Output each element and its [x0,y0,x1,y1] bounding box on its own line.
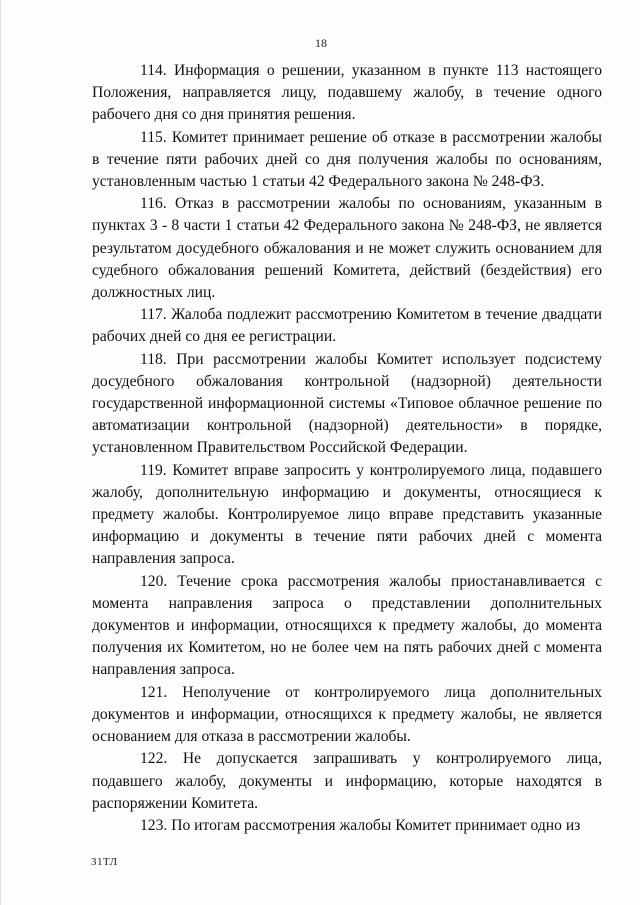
paragraph-number: 117. [140,306,167,324]
paragraph-123 [92,815,602,837]
paragraph-122 [92,748,602,815]
document-body [92,60,602,837]
paragraph-text: Комитет вправе запросить у контролируемого лица, подавшего жалобу, дополнительную информацию и документы, относящиеся к предмету жалобы. Контролируемое лицо вправе представить указанные информацию и документы в течение пяти рабочих дней с момента направления запроса. [92,461,603,568]
paragraph-number: 116. [140,195,167,213]
paragraph-text: Информация о решении, указанном в пункте 113 настоящего Положения, направляется лицу, подавшему жалобу, в течение одного рабочего дня со дня принятия решения. [92,62,602,124]
paragraph-116 [92,193,602,304]
paragraph-117 [92,304,602,348]
paragraph-number: 121. [140,683,168,701]
paragraph-number: 122. [140,750,168,768]
paragraph-text: Неполучение от контролируемого лица дополнительных документов и информации, относящихся к предмету жалобы, не является основанием для отказа в рассмотрении жалобы. [92,683,602,746]
page-number: 18 [315,36,327,50]
paragraph-number: 119. [140,461,167,479]
paragraph-115 [92,127,602,194]
footer-document-code: 31ТЛ [91,856,118,868]
paragraph-text: По итогам рассмотрения жалобы Комитет принимает одно из [171,816,581,834]
paragraph-119 [92,460,602,571]
paragraph-number: 120. [140,572,168,590]
paragraph-114 [92,60,602,127]
paragraph-number: 115. [140,128,167,146]
paragraph-text: Жалоба подлежит рассмотрению Комитетом в течение двадцати рабочих дней со дня ее регистрации. [92,306,602,346]
paragraph-text: При рассмотрении жалобы Комитет использует подсистему досудебного обжалования контрольной (надзорной) деятельности государственной информационной системы «Типовое облачное решение по автоматизации контрольной (надзорной) деятельности» в порядке, установленном Правительством Российской Федерации. [92,350,602,457]
paragraph-number: 114. [140,62,167,79]
paragraph-number: 123. [140,816,168,834]
paragraph-120 [92,571,602,682]
paragraph-text: Не допускается запрашивать у контролируемого лица, подавшего жалобу, документы и информацию, которые находятся в распоряжении Комитета. [92,750,602,812]
paragraph-121 [92,682,602,749]
paragraph-text: Комитет принимает решение об отказе в рассмотрении жалобы в течение пяти рабочих дней со дня получения жалобы по основаниям, установленным частью 1 статьи 42 Федерального закона № 248-ФЗ. [92,128,602,191]
paragraph-text: Течение срока рассмотрения жалобы приостанавливается с момента направления запроса о представлении дополнительных документов и информации, относящихся к предмету жалобы, до момента получения их Комитетом, но не более чем на пять рабочих дней с момента направления запроса. [92,572,602,679]
paragraph-number: 118. [140,350,167,368]
paragraph-118 [92,349,602,460]
paragraph-text: Отказ в рассмотрении жалобы по основаниям, указанным в пунктах 3 - 8 части 1 статьи 42 Федерального закона № 248-ФЗ, не является результатом досудебного обжалования и не может служить основанием для судебного обжалования решений Комитета, действий (бездействия) его должностных лиц. [92,195,602,302]
